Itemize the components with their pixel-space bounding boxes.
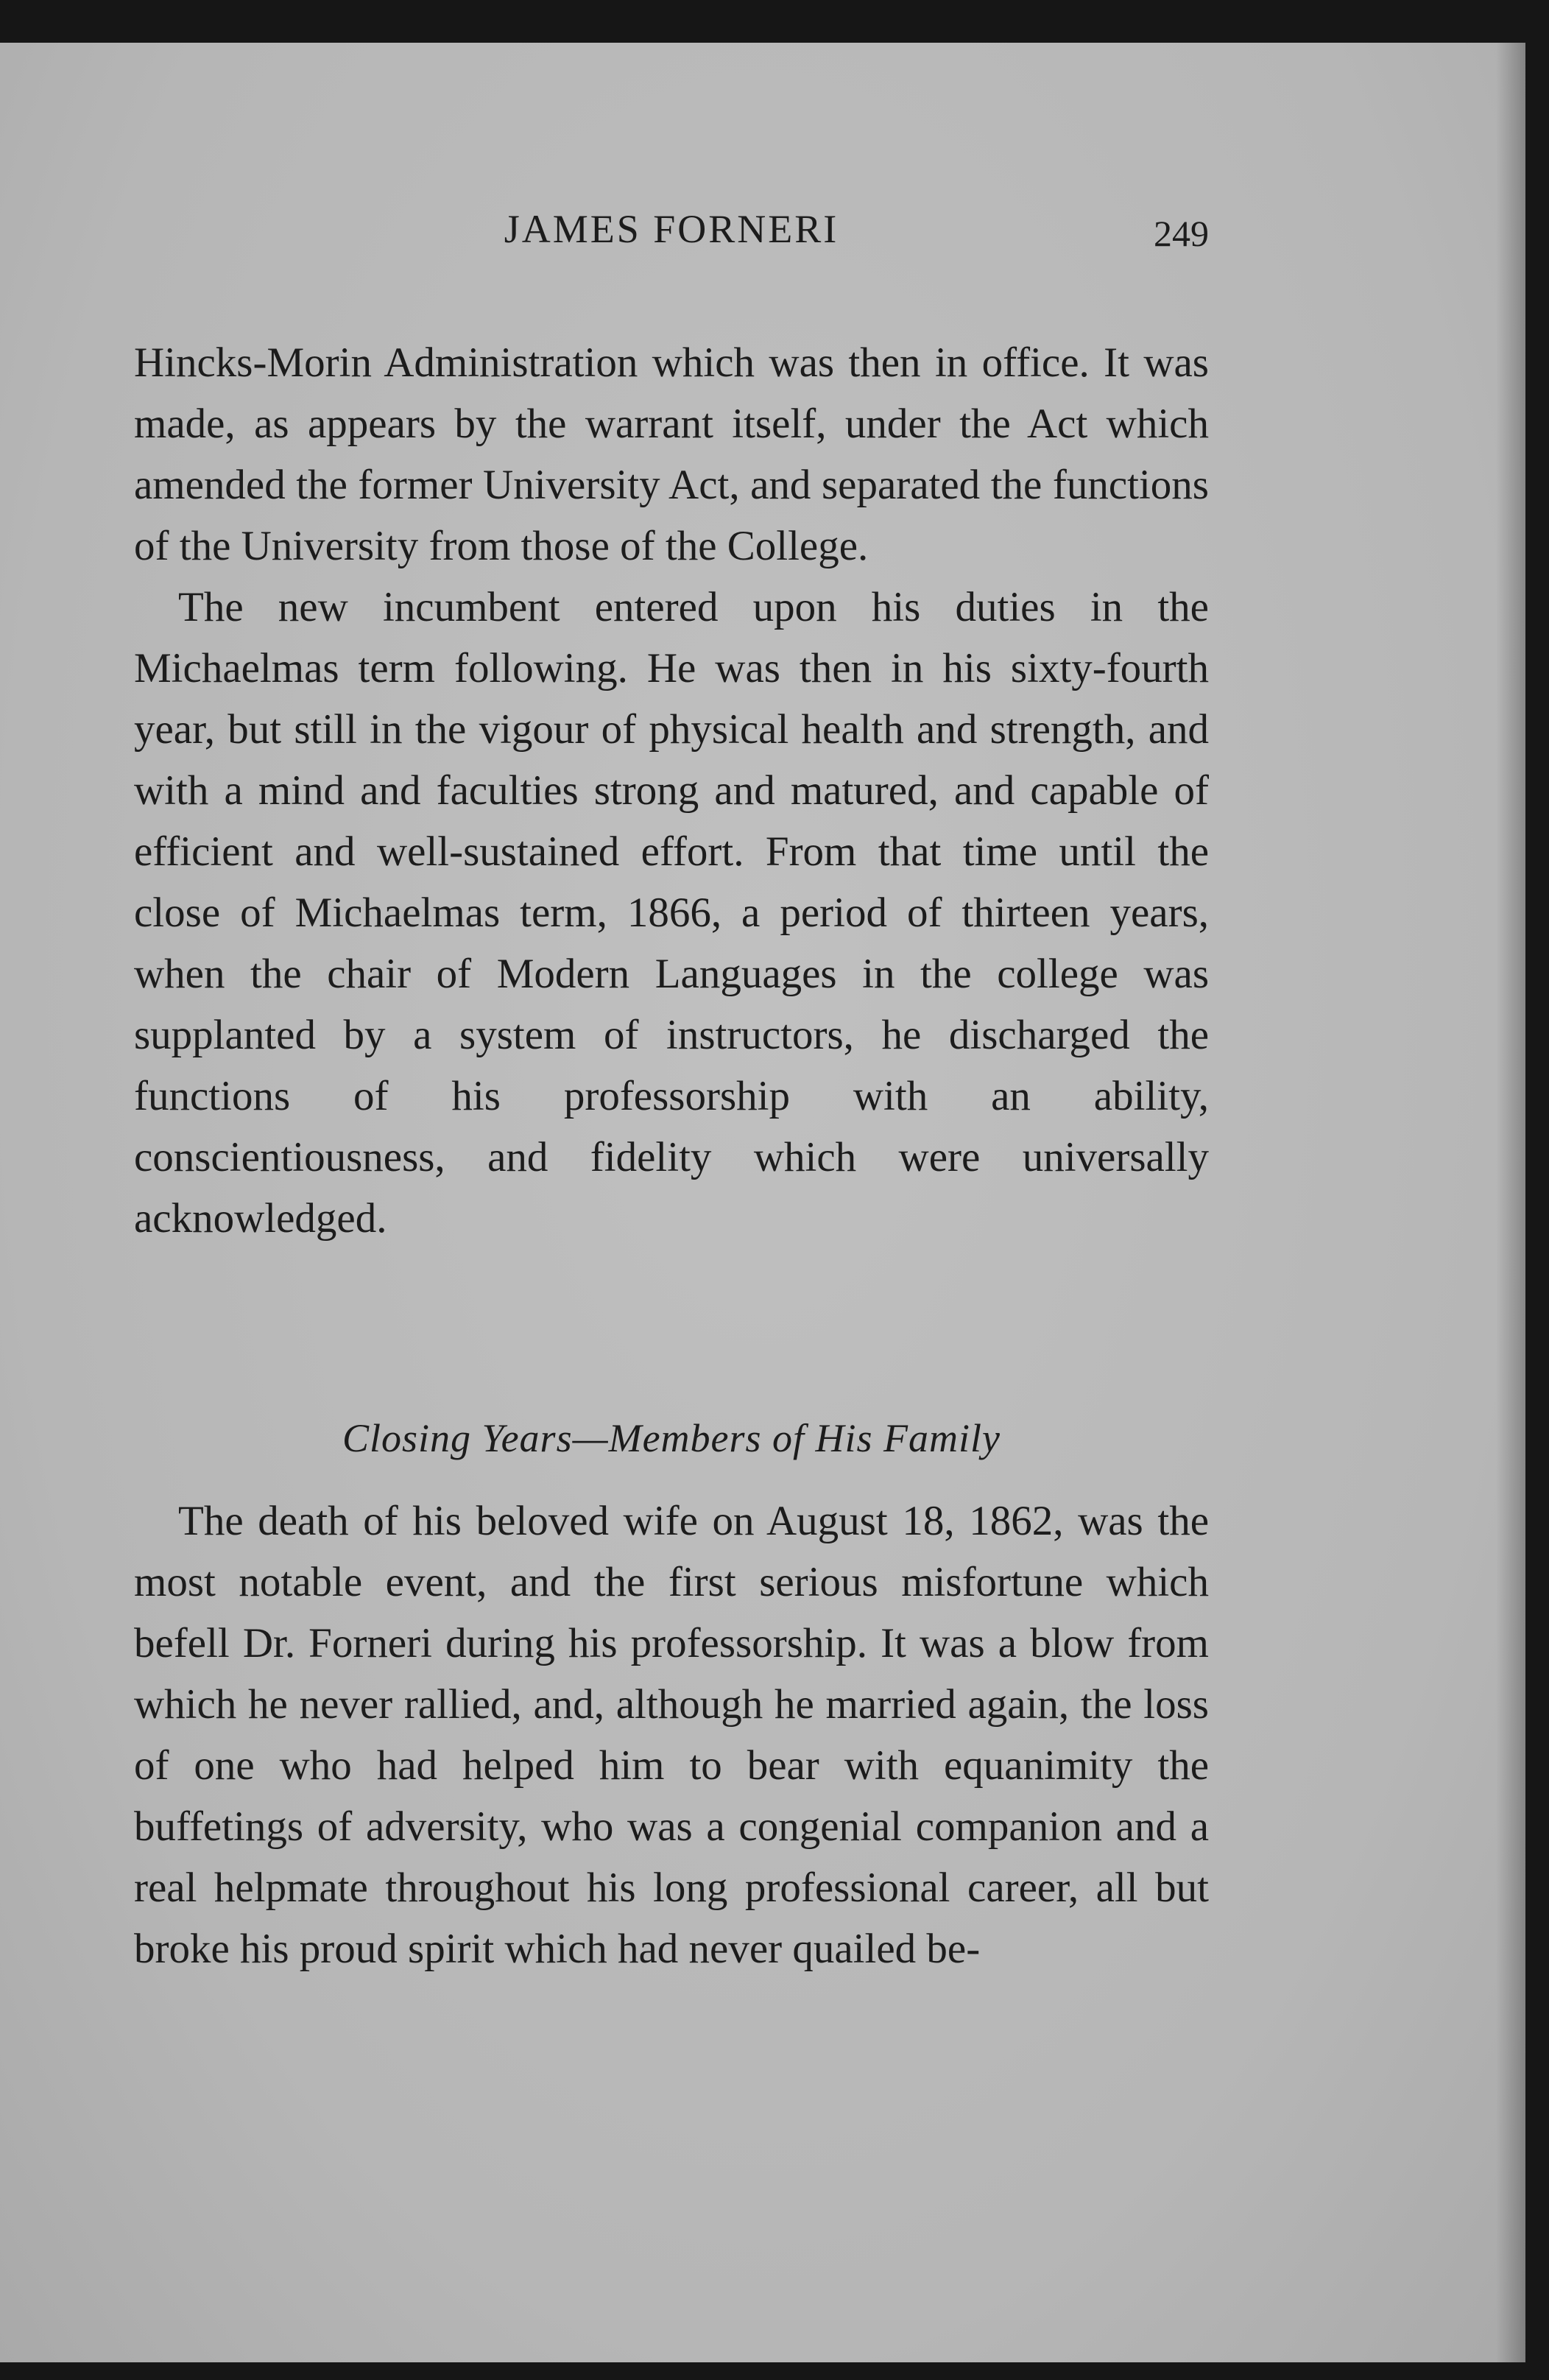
paragraph-continuation: Hincks-Morin Administration which was then in office. It was made, as appears by the warrant itself, under the Act which amended the former University Act, and separated the functions of the University from those of the College.: [134, 339, 1209, 569]
section-body-text: [134, 1490, 1209, 1979]
running-head: [134, 206, 1209, 265]
book-page: [0, 43, 1525, 2362]
paragraph-closing-years: The death of his beloved wife on August 18, 1862, was the most notable event, and the first serious misfortune which befell Dr. Forneri during his professorship. It was a blow from which he never rallied, and, although he married again, the loss of one who had helped him to bear with equanimity the buffetings of adversity, who was a congenial companion and a real helpmate throughout his long professional career, all but broke his proud spirit which had never quailed be-: [134, 1498, 1209, 1972]
paragraph-new-incumbent: The new incumbent entered upon his duties in the Michaelmas term following. He was then in his sixty-fourth year, but still in the vigour of physical health and strength, and with a mind and faculties strong and matured, and capable of efficient and well-sustained effort. From that time until the close of Michaelmas term, 1866, a period of thirteen years, when the chair of Modern Languages in the college was supplanted by a system of instructors, he discharged the functions of his professorship with an ability, conscientiousness, and fidelity which were universally acknowledged.: [134, 584, 1209, 1242]
page-number: 249: [1154, 213, 1209, 254]
running-title: JAMES FORNERI: [504, 207, 839, 251]
page-edge-shadow: [1496, 43, 1525, 2362]
section-heading: Closing Years—Members of His Family: [342, 1416, 1001, 1460]
body-text: [134, 332, 1209, 1249]
